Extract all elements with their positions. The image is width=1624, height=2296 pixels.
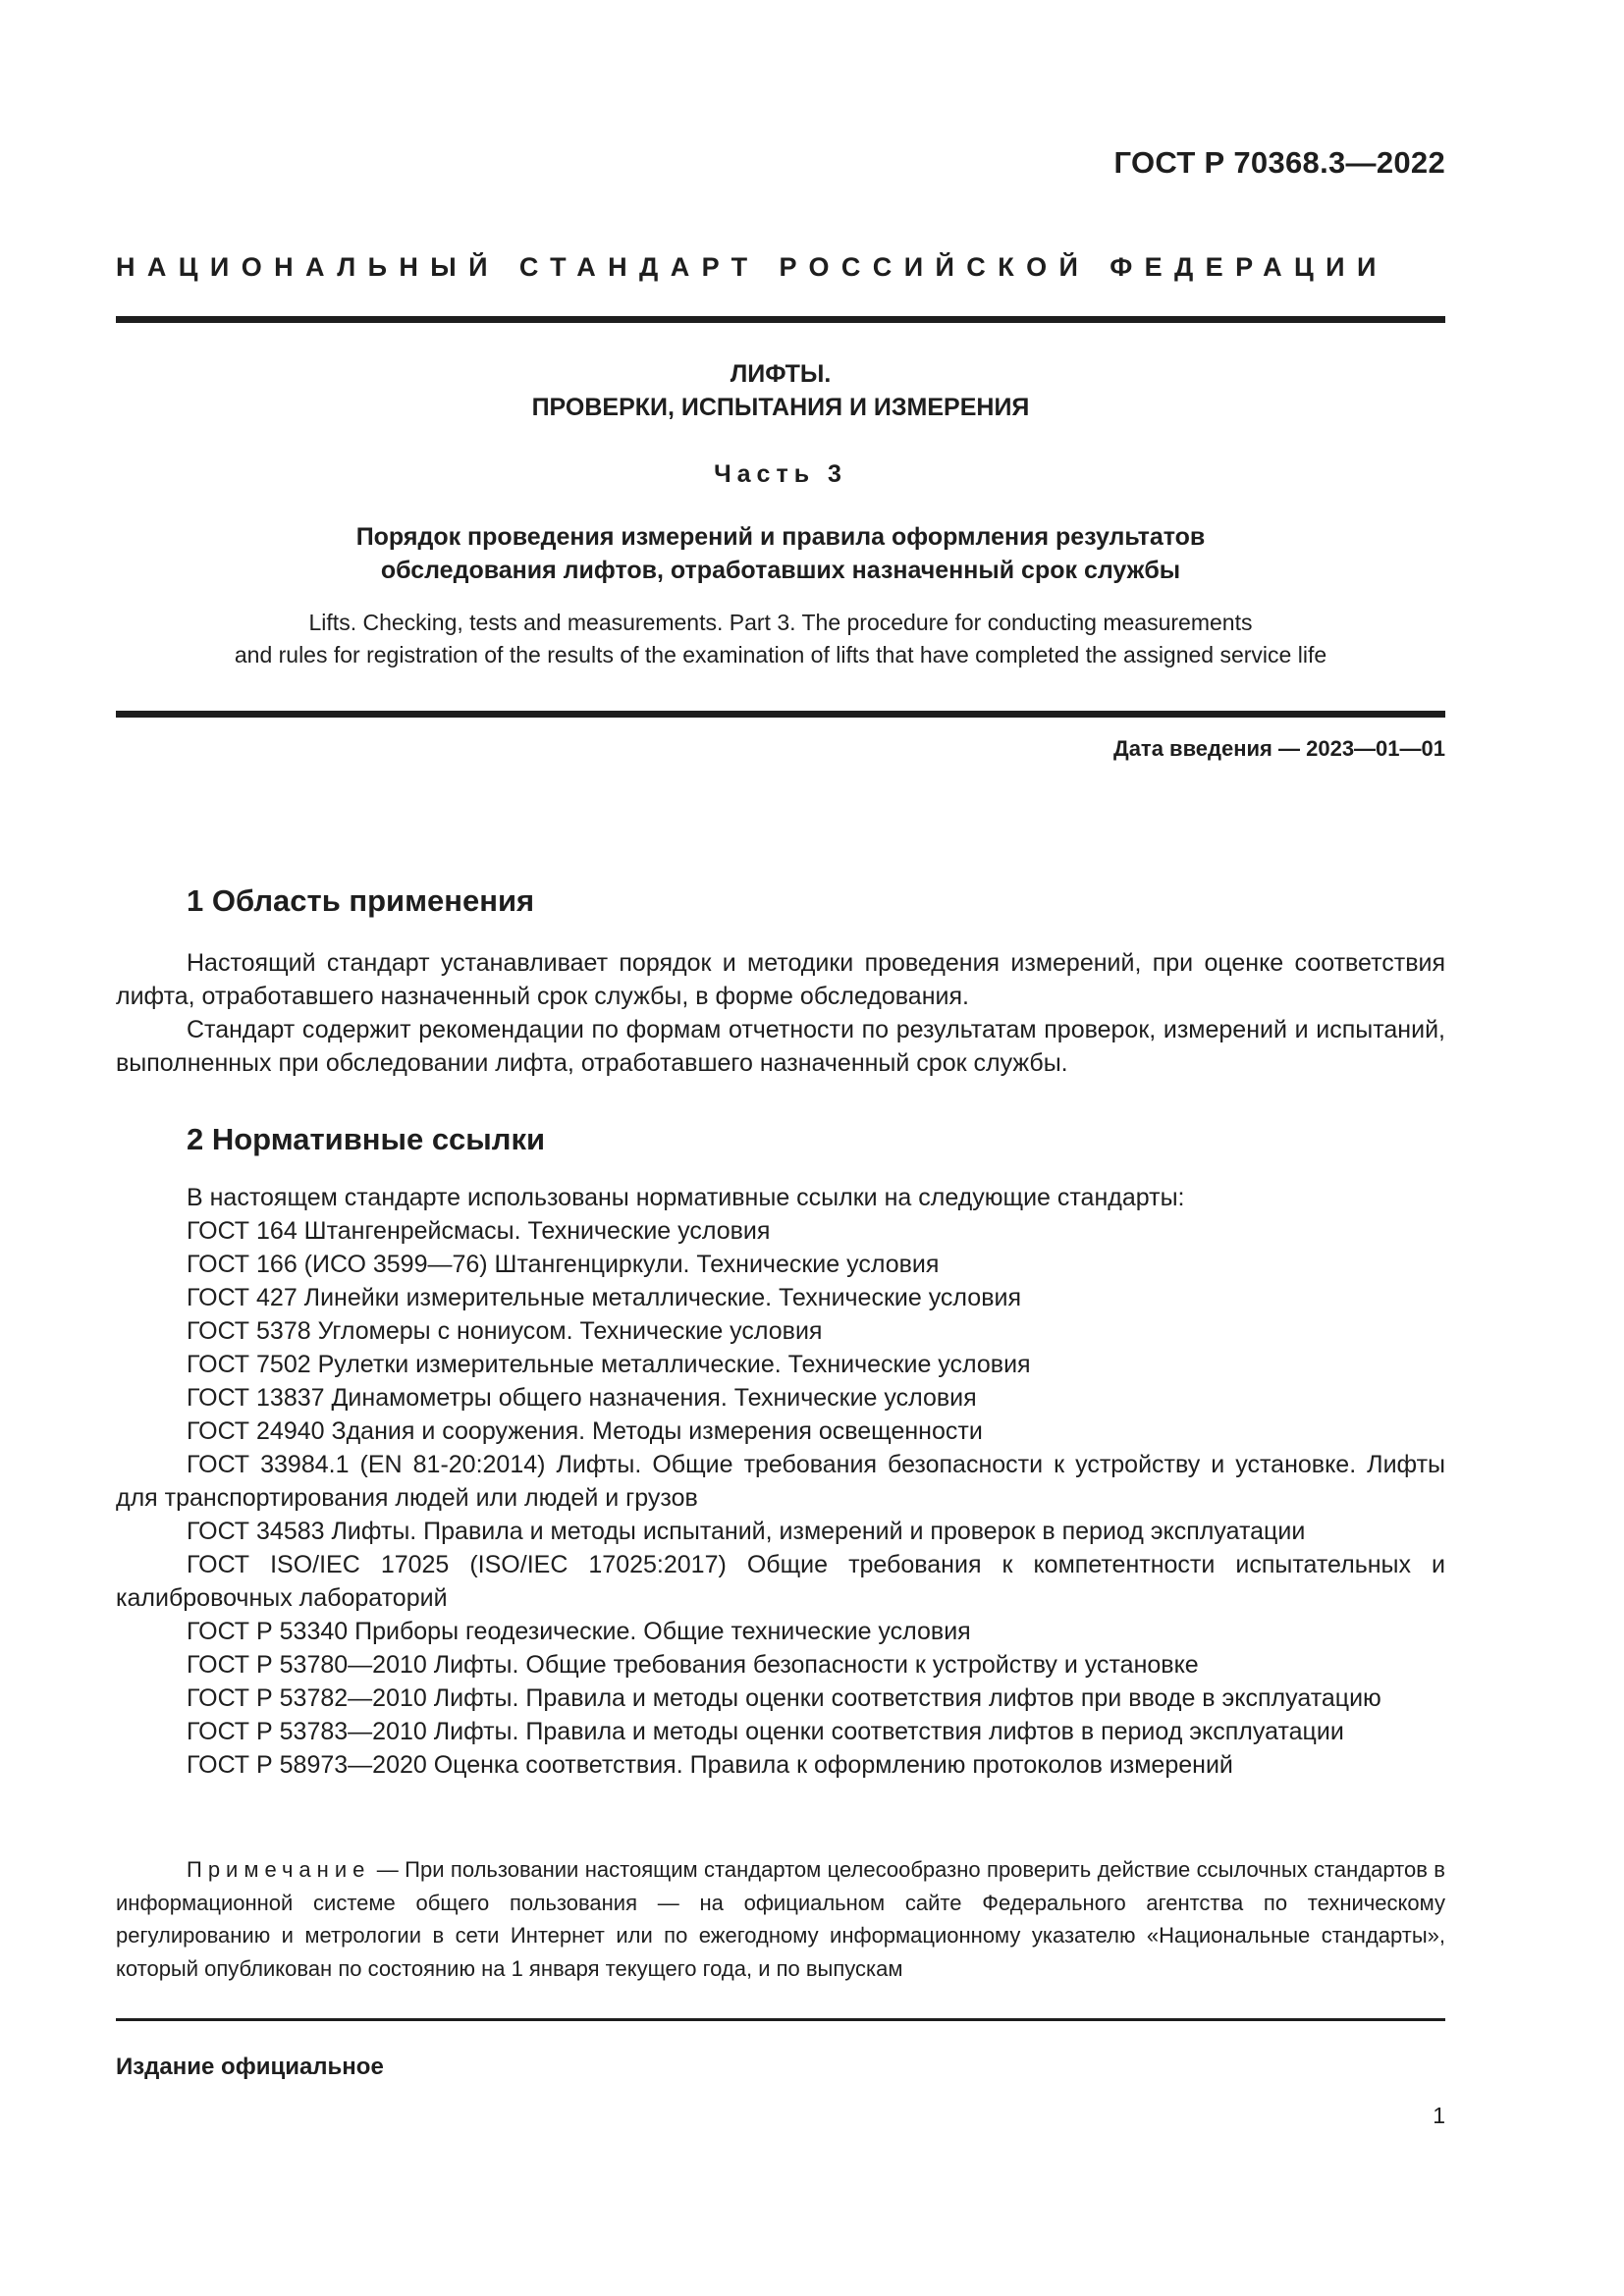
- document-page: [116, 0, 1445, 2296]
- note-label: Примечание: [187, 1857, 371, 1882]
- reference-item: ГОСТ 5378 Угломеры с нониусом. Технические условия: [187, 1317, 823, 1345]
- title-divider: [116, 711, 1445, 718]
- reference-item: ГОСТ 427 Линейки измерительные металлические. Технические условия: [187, 1284, 1021, 1311]
- reference-item: ГОСТ Р 53340 Приборы геодезические. Общие технические условия: [187, 1618, 971, 1645]
- note-text: — При пользовании настоящим стандартом целесообразно проверить действие ссылочных стандартов в информационной системе общего пользования — на официальном сайте Федерального агентства по техническому регулированию и метрологии в сети Интернет или по ежегодному информационному указателю «Национальные стандарты», который опубликован по состоянию на 1 января текущего года, и по выпускам: [116, 1857, 1445, 1981]
- reference-item: ГОСТ Р 53783—2010 Лифты. Правила и методы оценки соответствия лифтов в период эксплуатации: [187, 1718, 1344, 1745]
- english-title-line: Lifts. Checking, tests and measurements. Part 3. The procedure for conducting measurements: [308, 610, 1253, 635]
- section-1-heading: 1 Область применения: [187, 883, 535, 918]
- title-block: [116, 357, 1445, 671]
- section-2-body: [116, 1181, 1445, 1782]
- reference-item: ГОСТ Р 53782—2010 Лифты. Правила и методы оценки соответствия лифтов при вводе в эксплуатацию: [187, 1684, 1381, 1712]
- reference-item: ГОСТ ISO/IEC 17025 (ISO/IEC 17025:2017) Общие требования к компетентности испытательных и калибровочных лабораторий: [116, 1551, 1445, 1612]
- reference-item: ГОСТ 166 (ИСО 3599—76) Штангенциркули. Технические условия: [187, 1251, 940, 1278]
- paragraph: Стандарт содержит рекомендации по формам отчетности по результатам проверок, измерений и испытаний, выполненных при обследовании лифта, отработавшего назначенный срок службы.: [116, 1016, 1445, 1077]
- section-1-body: [116, 946, 1445, 1080]
- reference-item: ГОСТ 13837 Динамометры общего назначения. Технические условия: [187, 1384, 977, 1412]
- title-line-2: ПРОВЕРКИ, ИСПЫТАНИЯ И ИЗМЕРЕНИЯ: [531, 394, 1030, 421]
- subtitle: [116, 520, 1445, 587]
- subtitle-line: Порядок проведения измерений и правила оформления результатов: [355, 523, 1206, 551]
- references-intro: В настоящем стандарте использованы нормативные ссылки на следующие стандарты:: [187, 1184, 1185, 1211]
- title-line-1: ЛИФТЫ.: [730, 360, 832, 388]
- introduction-date: Дата введения — 2023—01—01: [1113, 736, 1445, 761]
- footer-divider: [116, 2018, 1445, 2021]
- header-divider: [116, 316, 1445, 323]
- part-label: Часть 3: [714, 460, 847, 488]
- reference-item: ГОСТ 34583 Лифты. Правила и методы испытаний, измерений и проверок в период эксплуатации: [187, 1518, 1306, 1545]
- reference-item: ГОСТ 7502 Рулетки измерительные металлические. Технические условия: [187, 1351, 1031, 1378]
- subtitle-line: обследования лифтов, отработавших назначенный срок службы: [380, 557, 1181, 584]
- page-number: 1: [1433, 2103, 1445, 2128]
- reference-item: ГОСТ 164 Штангенрейсмасы. Технические условия: [187, 1217, 771, 1245]
- national-standard-header: НАЦИОНАЛЬНЫЙ СТАНДАРТ РОССИЙСКОЙ ФЕДЕРАЦИИ: [116, 252, 1388, 282]
- reference-item: ГОСТ 24940 Здания и сооружения. Методы измерения освещенности: [187, 1417, 983, 1445]
- document-number: ГОСТ Р 70368.3—2022: [1113, 145, 1445, 180]
- note: [116, 1853, 1445, 1985]
- official-edition-label: Издание официальное: [116, 2054, 384, 2080]
- english-title: [116, 607, 1445, 671]
- english-title-line: and rules for registration of the results of the examination of lifts that have completed the assigned service life: [234, 642, 1327, 667]
- reference-item: ГОСТ Р 58973—2020 Оценка соответствия. Правила к оформлению протоколов измерений: [187, 1751, 1233, 1779]
- paragraph: Настоящий стандарт устанавливает порядок и методики проведения измерений, при оценке соответствия лифта, отработавшего назначенный срок службы, в форме обследования.: [116, 949, 1445, 1010]
- reference-item: ГОСТ Р 53780—2010 Лифты. Общие требования безопасности к устройству и установке: [187, 1651, 1199, 1679]
- section-2-heading: 2 Нормативные ссылки: [187, 1122, 546, 1156]
- reference-item: ГОСТ 33984.1 (EN 81-20:2014) Лифты. Общие требования безопасности к устройству и установке. Лифты для транспортирования людей или людей и грузов: [116, 1451, 1445, 1512]
